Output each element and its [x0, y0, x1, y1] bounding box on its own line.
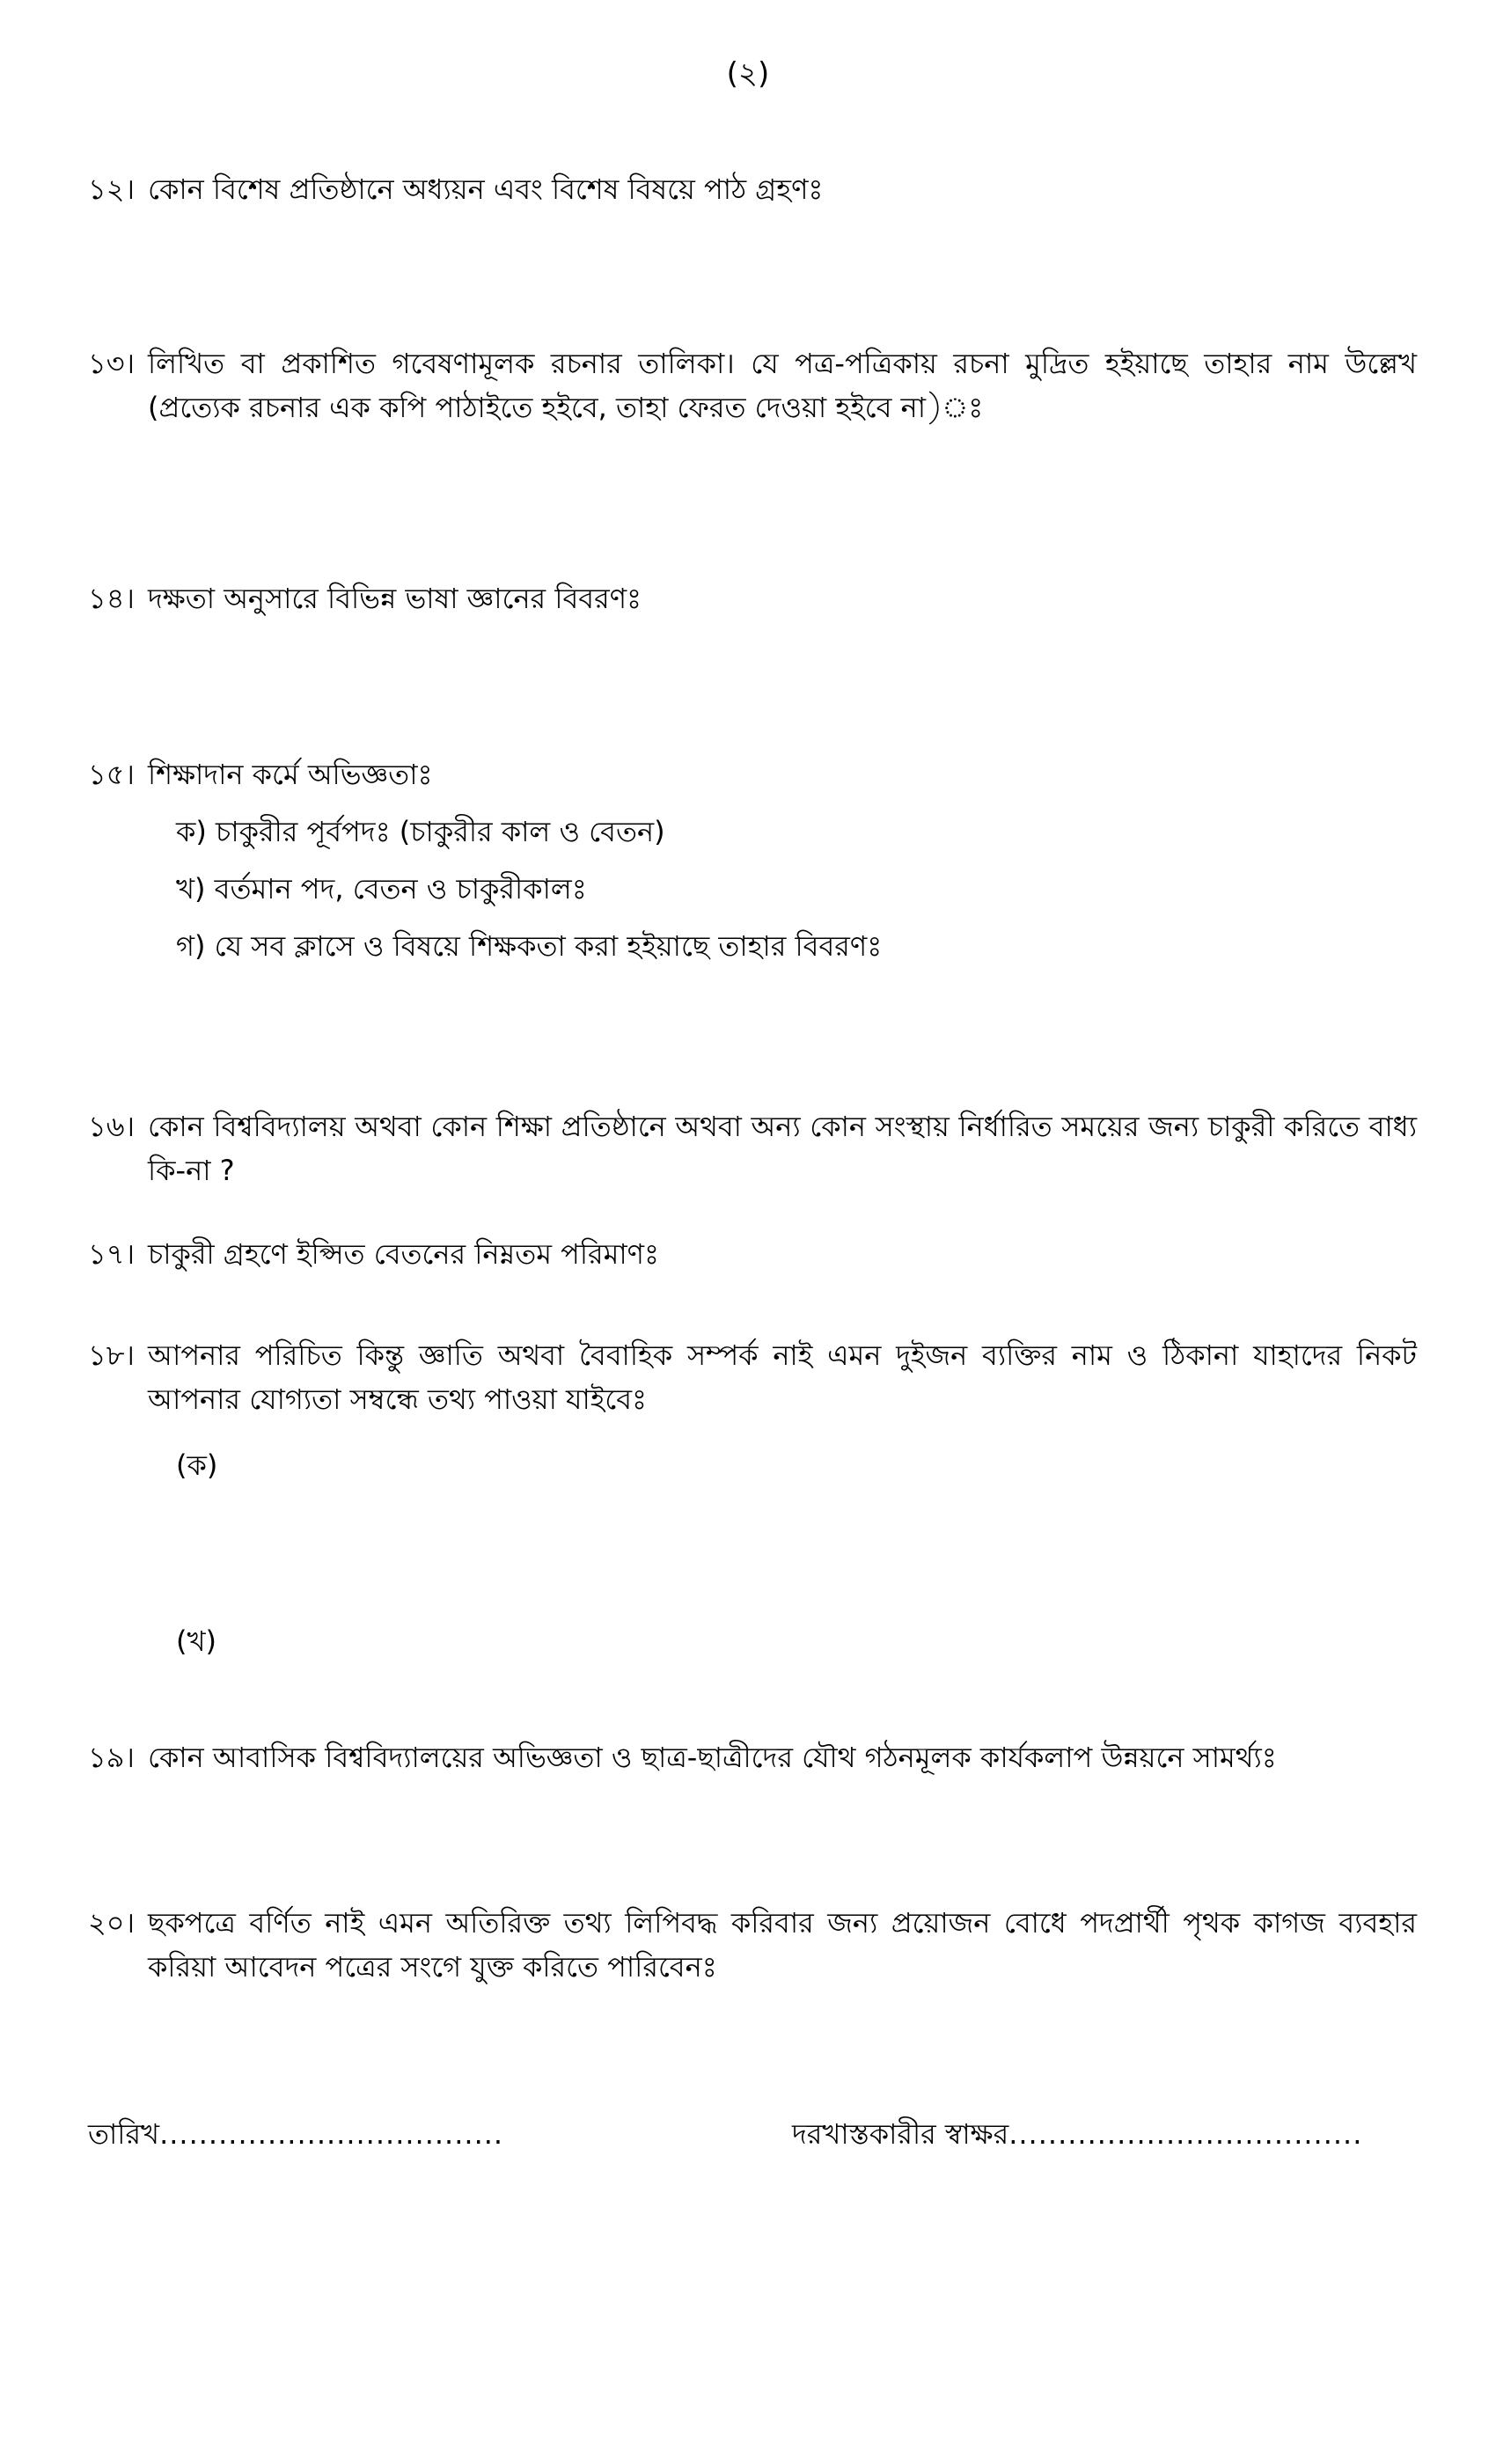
item-15: [88, 752, 1417, 796]
item-18-sub-b: (খ): [176, 1624, 216, 1658]
item-13-number: ১৩।: [88, 347, 136, 380]
item-19-text: কোন আবাসিক বিশ্ববিদ্যালয়ের অভিজ্ঞতা ও ছাত্র-ছাত্রীদের যৌথ গঠনমূলক কার্যকলাপ উন্নয়নে সামর্থ্যঃ: [148, 1741, 1277, 1774]
item-15-sub-c: গ) যে সব ক্লাসে ও বিষয়ে শিক্ষকতা করা হইয়াছে তাহার বিবরণঃ: [176, 929, 883, 963]
item-16-text: কোন বিশ্ববিদ্যালয় অথবা কোন শিক্ষা প্রতিষ্ঠানে অথবা অন্য কোন সংস্থায় নির্ধারিত সময়ের জন্য চাকুরী করিতে বাধ্য কি-না ?: [148, 1110, 1417, 1187]
item-18-number: ১৮।: [88, 1338, 135, 1372]
item-18-text: আপনার পরিচিত কিন্তু জ্ঞাতি অথবা বৈবাহিক সম্পর্ক নাই এমন দুইজন ব্যক্তির নাম ও ঠিকানা যাহাদের নিকট আপনার যোগ্যতা সম্বন্ধে তথ্য পাওয়া যাইবেঃ: [148, 1338, 1417, 1416]
item-16: [88, 1104, 1417, 1192]
item-14-number: ১৪।: [88, 582, 135, 615]
signature-label: দরখাস্তকারীর স্বাক্ষর: [792, 2117, 1009, 2151]
date-dotted-line: ...................................: [159, 2117, 504, 2151]
item-15-sub-a: ক) চাকুরীর পূর্বপদঃ (চাকুরীর কাল ও বেতন): [176, 815, 665, 848]
item-17-text: চাকুরী গ্রহণে ইপ্সিত বেতনের নিম্নতম পরিমাণঃ: [148, 1237, 660, 1271]
signature-dotted-line: ....................................: [1008, 2117, 1363, 2151]
item-13: [88, 341, 1417, 429]
item-15-sub-b: খ) বর্তমান পদ, বেতন ও চাকুরীকালঃ: [176, 872, 587, 906]
item-14: [88, 576, 1417, 620]
item-19: [88, 1735, 1417, 1779]
page-number: (২): [726, 56, 770, 92]
date-label: তারিখ: [88, 2117, 160, 2151]
item-17-number: ১৭।: [88, 1237, 136, 1271]
item-18-sub-a: (ক): [176, 1448, 218, 1482]
item-12-number: ১২।: [88, 172, 136, 206]
signature-line: [792, 2112, 1362, 2156]
item-20: [88, 1901, 1417, 1989]
item-14-text: দক্ষতা অনুসারে বিভিন্ন ভাষা জ্ঞানের বিবরণঃ: [148, 582, 642, 615]
item-20-number: ২০।: [88, 1906, 136, 1940]
item-15-text: শিক্ষাদান কর্মে অভিজ্ঞতাঃ: [148, 758, 433, 791]
item-12: [88, 167, 1417, 211]
item-16-number: ১৬।: [88, 1110, 136, 1143]
item-15-number: ১৫।: [88, 758, 135, 791]
date-line: [88, 2112, 503, 2156]
item-13-text: লিখিত বা প্রকাশিত গবেষণামূলক রচনার তালিকা। যে পত্র-পত্রিকায় রচনা মুদ্রিত হইয়াছে তাহার নাম উল্লেখ (প্রত্যেক রচনার এক কপি পাঠাইতে হইবে, তাহা ফেরত দেওয়া হইবে না)ঃ: [148, 347, 1417, 424]
item-20-text: ছকপত্রে বর্ণিত নাই এমন অতিরিক্ত তথ্য লিপিবদ্ধ করিবার জন্য প্রয়োজন বোধে পদপ্রার্থী পৃথক কাগজ ব্যবহার করিয়া আবেদন পত্রের সংগে যুক্ত করিতে পারিবেনঃ: [148, 1906, 1417, 1984]
item-19-number: ১৯।: [88, 1741, 135, 1774]
item-17: [88, 1232, 1417, 1276]
item-12-text: কোন বিশেষ প্রতিষ্ঠানে অধ্যয়ন এবং বিশেষ বিষয়ে পাঠ গ্রহণঃ: [148, 172, 824, 206]
item-18: [88, 1333, 1417, 1421]
